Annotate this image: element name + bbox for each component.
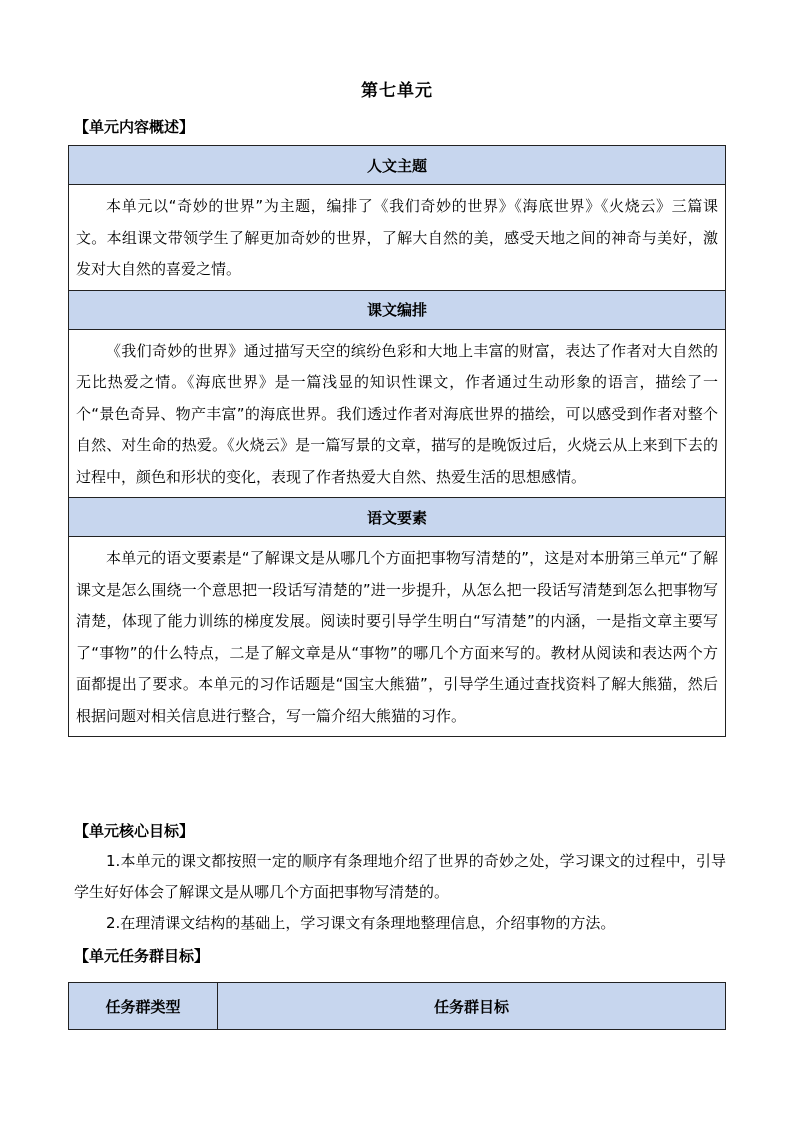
theme-header: 人文主题 (69, 146, 726, 185)
arrangement-header: 课文编排 (69, 290, 726, 329)
task-goals-table (68, 982, 726, 1030)
theme-text: 本单元以“奇妙的世界”为主题，编排了《我们奇妙的世界》《海底世界》《火烧云》三篇课文。本组课文带领学生了解更加奇妙的世界，了解大自然的美，感受天地之间的神奇与美好，激发对大自然的喜爱之情。 (69, 185, 726, 291)
overview-heading: 【单元内容概述】 (74, 118, 195, 136)
task-goals-heading: 【单元任务群目标】 (74, 947, 210, 965)
core-goals-list (74, 846, 726, 939)
page-title: 第七单元 (361, 81, 433, 101)
task-type-column-header: 任务群类型 (69, 983, 218, 1030)
core-goal-item: 1.本单元的课文都按照一定的顺序有条理地介绍了世界的奇妙之处，学习课文的过程中，引导学生好好体会了解课文是从哪几个方面把事物写清楚的。 (74, 852, 726, 901)
task-goal-column-header: 任务群目标 (218, 983, 726, 1030)
core-goals-heading: 【单元核心目标】 (74, 822, 195, 840)
core-goal-item: 2.在理清课文结构的基础上，学习课文有条理地整理信息，介绍事物的方法。 (106, 914, 616, 932)
arrangement-text: 《我们奇妙的世界》通过描写天空的缤纷色彩和大地上丰富的财富，表达了作者对大自然的无比热爱之情。《海底世界》是一篇浅显的知识性课文，作者通过生动形象的语言，描绘了一个“景色奇异、物产丰富”的海底世界。我们透过作者对海底世界的描绘，可以感受到作者对整个自然、对生命的热爱。《火烧云》是一篇写景的文章，描写的是晚饭过后，火烧云从上来到下去的过程中，颜色和形状的变化，表现了作者热爱大自然、热爱生活的思想感情。 (69, 329, 726, 498)
language-elements-text: 本单元的语文要素是“了解课文是从哪几个方面把事物写清楚的”，这是对本册第三单元“了解课文是怎么围绕一个意思把一段话写清楚的”进一步提升，从怎么把一段话写清楚到怎么把事物写清楚，体现了能力训练的梯度发展。阅读时要引导学生明白“写清楚”的内涵，一是指文章主要写了“事物”的什么特点，二是了解文章是从“事物”的哪几个方面来写的。教材从阅读和表达两个方面都提出了要求。本单元的习作话题是“国宝大熊猫”，引导学生通过查找资料了解大熊猫，然后根据问题对相关信息进行整合，写一篇介绍大熊猫的习作。 (69, 537, 726, 737)
language-elements-header: 语文要素 (69, 498, 726, 537)
overview-table (68, 145, 726, 737)
